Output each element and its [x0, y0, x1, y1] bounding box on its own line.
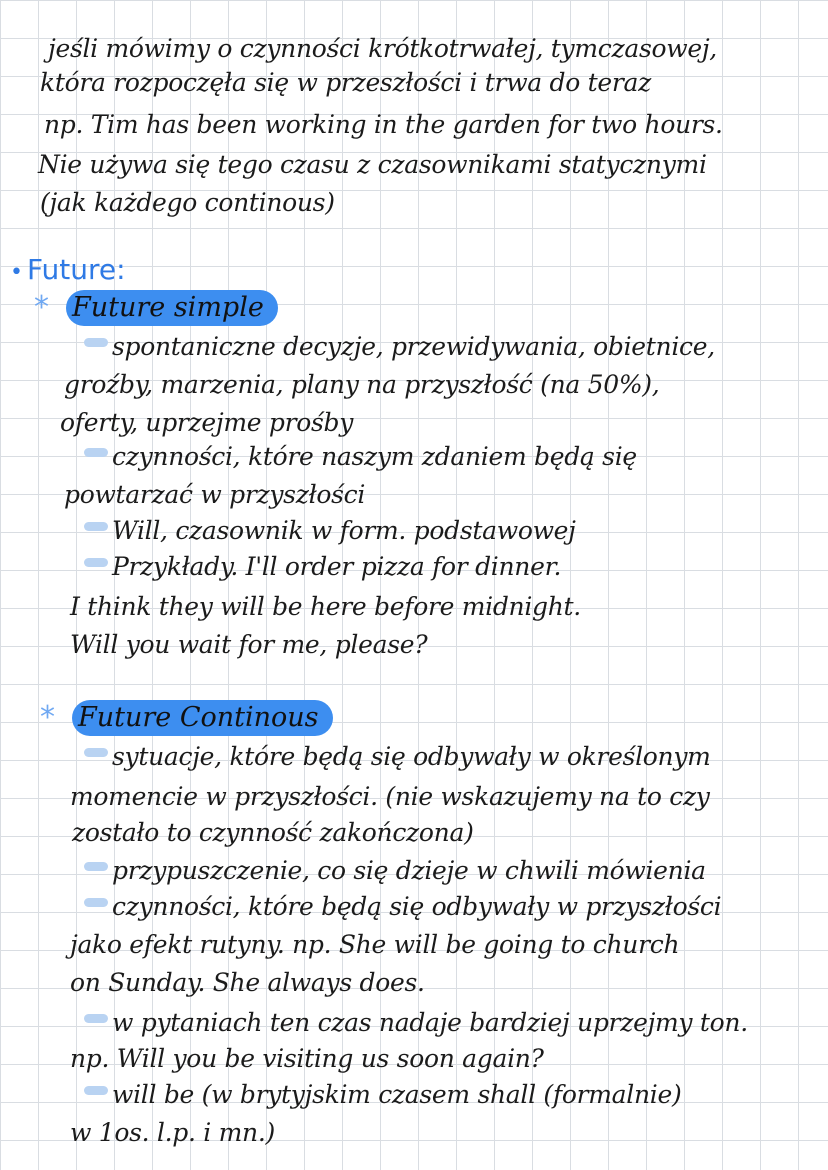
section-bullet: •: [10, 260, 23, 285]
dash-bullet-icon: [84, 862, 108, 871]
dash-bullet-icon: [84, 898, 108, 907]
fs-line-7: Przykłady. I'll order pizza for dinner.: [112, 552, 562, 581]
fs-line-5: powtarzać w przyszłości: [64, 480, 366, 509]
fs-line-9: Will you wait for me, please?: [70, 630, 428, 659]
dash-bullet-icon: [84, 1086, 108, 1095]
asterisk-icon: *: [40, 700, 55, 735]
dash-bullet-icon: [84, 338, 108, 347]
fs-line-1: spontaniczne decyzje, przewidywania, obietnice,: [112, 332, 715, 361]
asterisk-icon: *: [34, 290, 49, 325]
fs-line-8: I think they will be here before midnight.: [70, 592, 581, 621]
fc-line-9: np. Will you be visiting us soon again?: [70, 1044, 544, 1073]
fc-line-4: przypuszczenie, co się dzieje w chwili mówienia: [112, 856, 706, 885]
dash-bullet-icon: [84, 558, 108, 567]
dash-bullet-icon: [84, 522, 108, 531]
fs-line-4: czynności, które naszym zdaniem będą się: [112, 442, 637, 471]
fs-line-3: oferty, uprzejme prośby: [60, 408, 354, 437]
section-title-text: Future:: [26, 253, 126, 286]
fs-line-2: groźby, marzenia, plany na przyszłość (na 50%),: [64, 370, 660, 399]
intro-line-3: np. Tim has been working in the garden for two hours.: [44, 110, 723, 139]
section-future-title: [10, 252, 126, 291]
intro-line-1: jeśli mówimy o czynności krótkotrwałej, tymczasowej,: [48, 34, 717, 63]
dash-bullet-icon: [84, 448, 108, 457]
fc-line-2: momencie w przyszłości. (nie wskazujemy na to czy: [70, 782, 710, 811]
intro-line-2: która rozpoczęła się w przeszłości i trwa do teraz: [40, 68, 652, 97]
future-continous-heading: Future Continous: [72, 700, 333, 736]
fc-line-3: zostało to czynność zakończona): [72, 818, 474, 847]
dash-bullet-icon: [84, 748, 108, 757]
fc-line-1: sytuacje, które będą się odbywały w określonym: [112, 742, 711, 771]
fc-line-7: on Sunday. She always does.: [70, 968, 425, 997]
fs-line-6: Will, czasownik w form. podstawowej: [112, 516, 576, 545]
fc-line-11: w 1os. l.p. i mn.): [70, 1118, 275, 1147]
fc-line-5: czynności, które będą się odbywały w przyszłości: [112, 892, 722, 921]
fc-line-6: jako efekt rutyny. np. She will be going to church: [70, 930, 680, 959]
future-simple-heading: Future simple: [66, 290, 278, 326]
dash-bullet-icon: [84, 1014, 108, 1023]
fc-line-10: will be (w brytyjskim czasem shall (formalnie): [112, 1080, 682, 1109]
intro-line-4: Nie używa się tego czasu z czasownikami statycznymi: [38, 150, 707, 179]
intro-line-5: (jak każdego continous): [40, 188, 335, 217]
fc-line-8: w pytaniach ten czas nadaje bardziej uprzejmy ton.: [112, 1008, 748, 1037]
